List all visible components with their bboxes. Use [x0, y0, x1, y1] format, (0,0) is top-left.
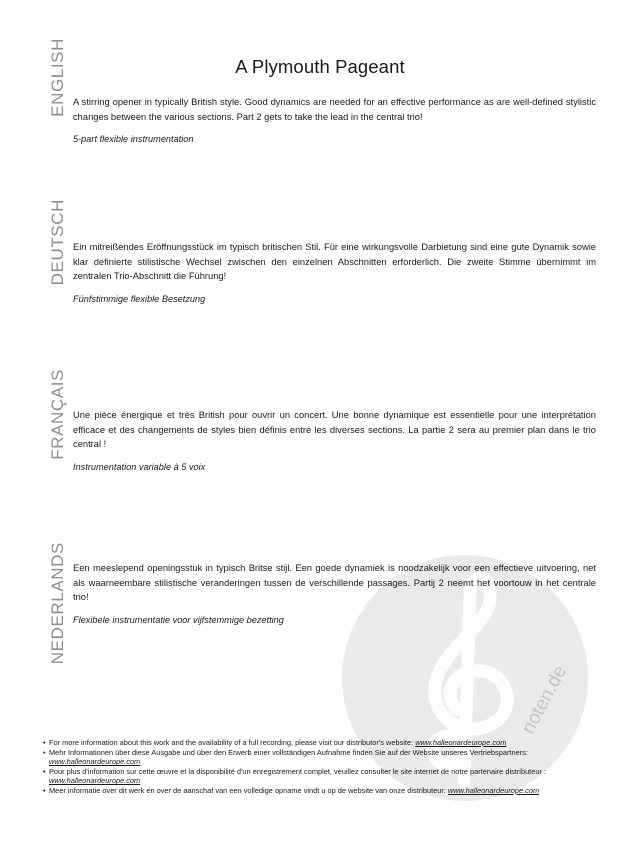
description-nederlands: Een meeslepend openingsstuk in typisch Britse stijl. Een goede dynamiek is noodzakelijk voor een effectieve uitvoering, net als waarneembare stilistische veranderingen tussen de verschillende passages. Partij 2 neemt het voortouw in het centrale trio! — [73, 563, 596, 603]
footer-text-deutsch: Mehr Informationen über diese Ausgabe und über den Erwerb einer vollständigen Aufnahme finden Sie auf der Website unseres Vertriebspartners: — [49, 747, 528, 757]
instrumentation-nederlands: Flexibele instrumentatie voor vijfstemmige bezetting — [73, 614, 284, 625]
distributor-link-francais[interactable]: www.halleonardeurope.com — [49, 776, 141, 786]
section-english — [73, 95, 596, 146]
distributor-link-nederlands[interactable]: www.halleonardeurope.com — [447, 785, 540, 795]
distributor-link-deutsch[interactable]: www.halleonardeurope.com — [49, 757, 141, 767]
footer-item-english — [43, 738, 603, 748]
page-title: A Plymouth Pageant — [235, 56, 405, 77]
instrumentation-english: 5-part flexible instrumentation — [73, 134, 194, 145]
footer-text-francais: Pour plus d'information sur cette œuvre et la disponibilité d'un enregistrement complet, veuillez consulter le site internet de notre partenaire distributeur : — [49, 766, 547, 776]
footer-item-deutsch — [43, 748, 603, 767]
distributor-link-english[interactable]: www.halleonardeurope.com — [415, 738, 507, 747]
language-label-deutsch: DEUTSCH — [48, 199, 67, 286]
section-francais — [73, 408, 596, 474]
footer-item-francais — [43, 767, 603, 786]
section-nederlands — [73, 561, 596, 627]
language-label-english: ENGLISH — [48, 38, 67, 117]
footer-text-english: For more information about this work and the availability of a full recording, please visit our distributor's website: — [49, 738, 416, 747]
description-deutsch: Ein mitreißendes Eröffnungsstück im typisch britischen Stil. Für eine wirkungsvolle Darbietung sind eine gute Dynamik sowie klar definierte stilistische Wechsel zwischen den einzelnen Abschnitten erforderlich. Die zweite Stimme übernimmt im zentralen Trio-Abschnitt die Führung! — [73, 242, 596, 282]
instrumentation-deutsch: Fünfstimmige flexible Besetzung — [73, 293, 206, 304]
description-english: A stirring opener in typically British style. Good dynamics are needed for an effective performance as are well-defined stylistic changes between the various sections. Part 2 gets to take the lead in the central trio! — [73, 97, 596, 122]
instrumentation-francais: Instrumentation variable à 5 voix — [73, 461, 206, 472]
description-francais: Une pièce énergique et très British pour ouvrir un concert. Une bonne dynamique est essentielle pour une interprétation efficace et des changements de styles bien définis entre les diverses sections. La partie 2 sera au premier plan dans le trio central ! — [73, 410, 596, 450]
watermark-text: noten.de — [517, 662, 572, 738]
footer-notes — [43, 738, 603, 796]
language-label-nederlands: NEDERLANDS — [48, 542, 67, 665]
footer-text-nederlands: Meer informatie over dit werk en over de aanschaf van een volledige opname vindt u op de website van onze distributeur: — [49, 785, 448, 795]
section-deutsch — [73, 240, 596, 306]
language-label-francais: FRANÇAIS — [48, 369, 67, 460]
footer-item-nederlands — [43, 786, 603, 796]
